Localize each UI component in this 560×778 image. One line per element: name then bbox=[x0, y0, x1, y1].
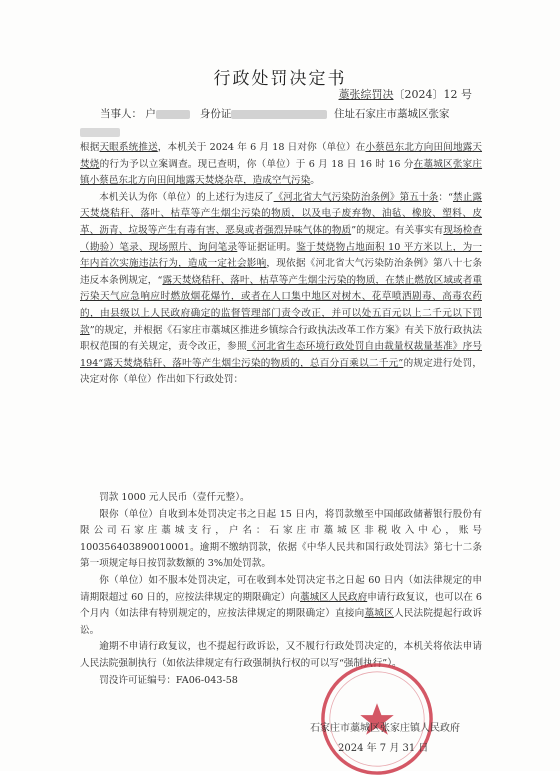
p2-standard: 《河北省生态环境行政处罚自由裁量权裁量基准》序号 194“露天焚烧秸秆、落叶等产生烟尘污染的物质的，总百分百乘以二千元” bbox=[80, 341, 483, 369]
redacted-id-number bbox=[231, 110, 327, 119]
p4-text-2: 申请行政复议，也可以在 6 个月内（如法律有特别规定的，应按法律规定的期限确定）直接向 bbox=[80, 591, 482, 620]
p2-text-6: 的规定进行处罚，决定对你（单位）作出如下行政处罚： bbox=[80, 357, 483, 386]
p2-law-text: 禁止露天焚烧秸秆、落叶、枯草等产生烟尘污染的物质，以及电子废弃物、油毡、橡胶、塑料、皮革、沥青、垃圾等产生有毒有害、恶臭或者强烈异味气体的物质 bbox=[80, 191, 483, 236]
redacted-address bbox=[80, 128, 120, 137]
penalty-amount: 罚款 1000 元人民币（壹仟元整）。 bbox=[99, 492, 250, 503]
p1-end: 。 bbox=[310, 175, 320, 187]
p1-facts: 在藁城区张家庄镇小蔡邑东北方向田间地露天焚烧杂草，造成空气污染 bbox=[80, 158, 483, 187]
signature-organization: 石家庄市藁城区张家庄镇人民政府 bbox=[310, 723, 460, 734]
document-title: 行政处罚决定书 bbox=[213, 69, 347, 89]
paragraph-reasoning bbox=[80, 190, 482, 389]
p1-source: 天眼系统推送 bbox=[99, 142, 158, 153]
p4-text-3: 人民法院提起行政诉讼。 bbox=[80, 608, 483, 636]
party-name-prefix: 户 bbox=[145, 108, 156, 120]
paragraph-case bbox=[80, 140, 482, 389]
p4-text: 你（单位）如不服本处罚决定，可在收到本处罚决定书之日起 60 日内（如法律规定的申请期限超过 60 日的，应按法律规定的期限确定）向 bbox=[80, 574, 482, 603]
p1-location: 小蔡邑东北方向田间地露天焚烧 bbox=[80, 142, 483, 170]
party-id-label: 身份证 bbox=[199, 108, 232, 120]
document-number-rest: 〔2024〕12 号 bbox=[393, 88, 472, 101]
p2-circumstances: 鉴于焚烧物占地面积 10 平方米以上，为一年内首次实施违法行为，造成一定社会影响 bbox=[80, 241, 483, 270]
party-address-label: 住址石家庄市藁城区张家 bbox=[334, 108, 450, 120]
signature-date: 2024 年 7 月 31 日 bbox=[338, 743, 429, 754]
document-number bbox=[339, 86, 473, 102]
p4-court: 藁城区 bbox=[364, 608, 394, 620]
party-info bbox=[100, 106, 460, 122]
p2-quote-open: ：“ bbox=[438, 191, 453, 203]
p5-text: 逾期不申请行政复议，也不提起行政诉讼，又不履行行政处罚决定的，本机关将依法申请人民法院强制执行 bbox=[80, 641, 482, 669]
p2-text-5: ”的规定，并根据《石家庄市藁城区推进乡镇综合行政执法改革工作方案》有关下放行政执法职权范围的有关规定，责令改正，参照 bbox=[80, 324, 482, 353]
document-number-prefix: 藁张综罚决 bbox=[338, 88, 394, 101]
paragraph-appeal bbox=[80, 573, 482, 639]
p2-law: 《河北省大气污染防治条例》第五十条 bbox=[273, 191, 439, 203]
party-label: 当事人： bbox=[100, 108, 142, 120]
p2-text-3: 等证据证明。 bbox=[237, 241, 297, 253]
p1-text: 根据 bbox=[80, 142, 100, 153]
p2-text-2: ”的规定。有关事实有 bbox=[351, 224, 444, 236]
p5-note: （如依法律规定有行政强制执行权的可以写“强制执行”）。 bbox=[156, 657, 402, 669]
paragraph-payment: 限你（单位）自收到本处罚决定书之日起 15 日内，将罚款缴至中国邮政储蓄银行股份有限公司石家庄藁城支行，户名：石家庄市藁城区非税收入中心，账号 100356403890010001。逾期不缴纳罚款，依据《中华人民共和国行政处罚法》第七十二条第一项规定每日按罚款数额的 3%加处罚款。 bbox=[80, 508, 482, 570]
redacted-name bbox=[156, 110, 190, 119]
p2-penalty-clause: 露天焚烧秸秆、落叶、枯草等产生烟尘污染的物质，在禁止燃放区域或者重污染天气应急响应时燃放烟花爆竹，或者在人口集中地区对树木、花草喷洒剧毒、高毒农药的，由县级以上人民政府确定的监督管理部门责令改正，并可以处五百元以上二千元以下罚款 bbox=[80, 274, 483, 336]
p4-review-body: 藁城区人民政府 bbox=[299, 591, 368, 603]
p1-text-2: ，本机关于 2024 年 6 月 18 日对你（单位）在 bbox=[157, 142, 366, 153]
p2-text: 本机关认为你（单位）的上述行为违反了 bbox=[99, 191, 274, 203]
p2-text-4: ，现依据《河北省大气污染防治条例》第八十七条违反本条例规定，“ bbox=[80, 258, 483, 286]
license-number: 罚没许可证编号：FA06-043-58 bbox=[99, 674, 238, 686]
p2-evidence: 现场检查（勘验）笔录、现场照片、询问笔录 bbox=[80, 224, 483, 253]
p1-text-3: 的行为予以立案调查。现已查明，你（单位）于 6 月 18 日 16 时 16 分 bbox=[99, 158, 414, 170]
